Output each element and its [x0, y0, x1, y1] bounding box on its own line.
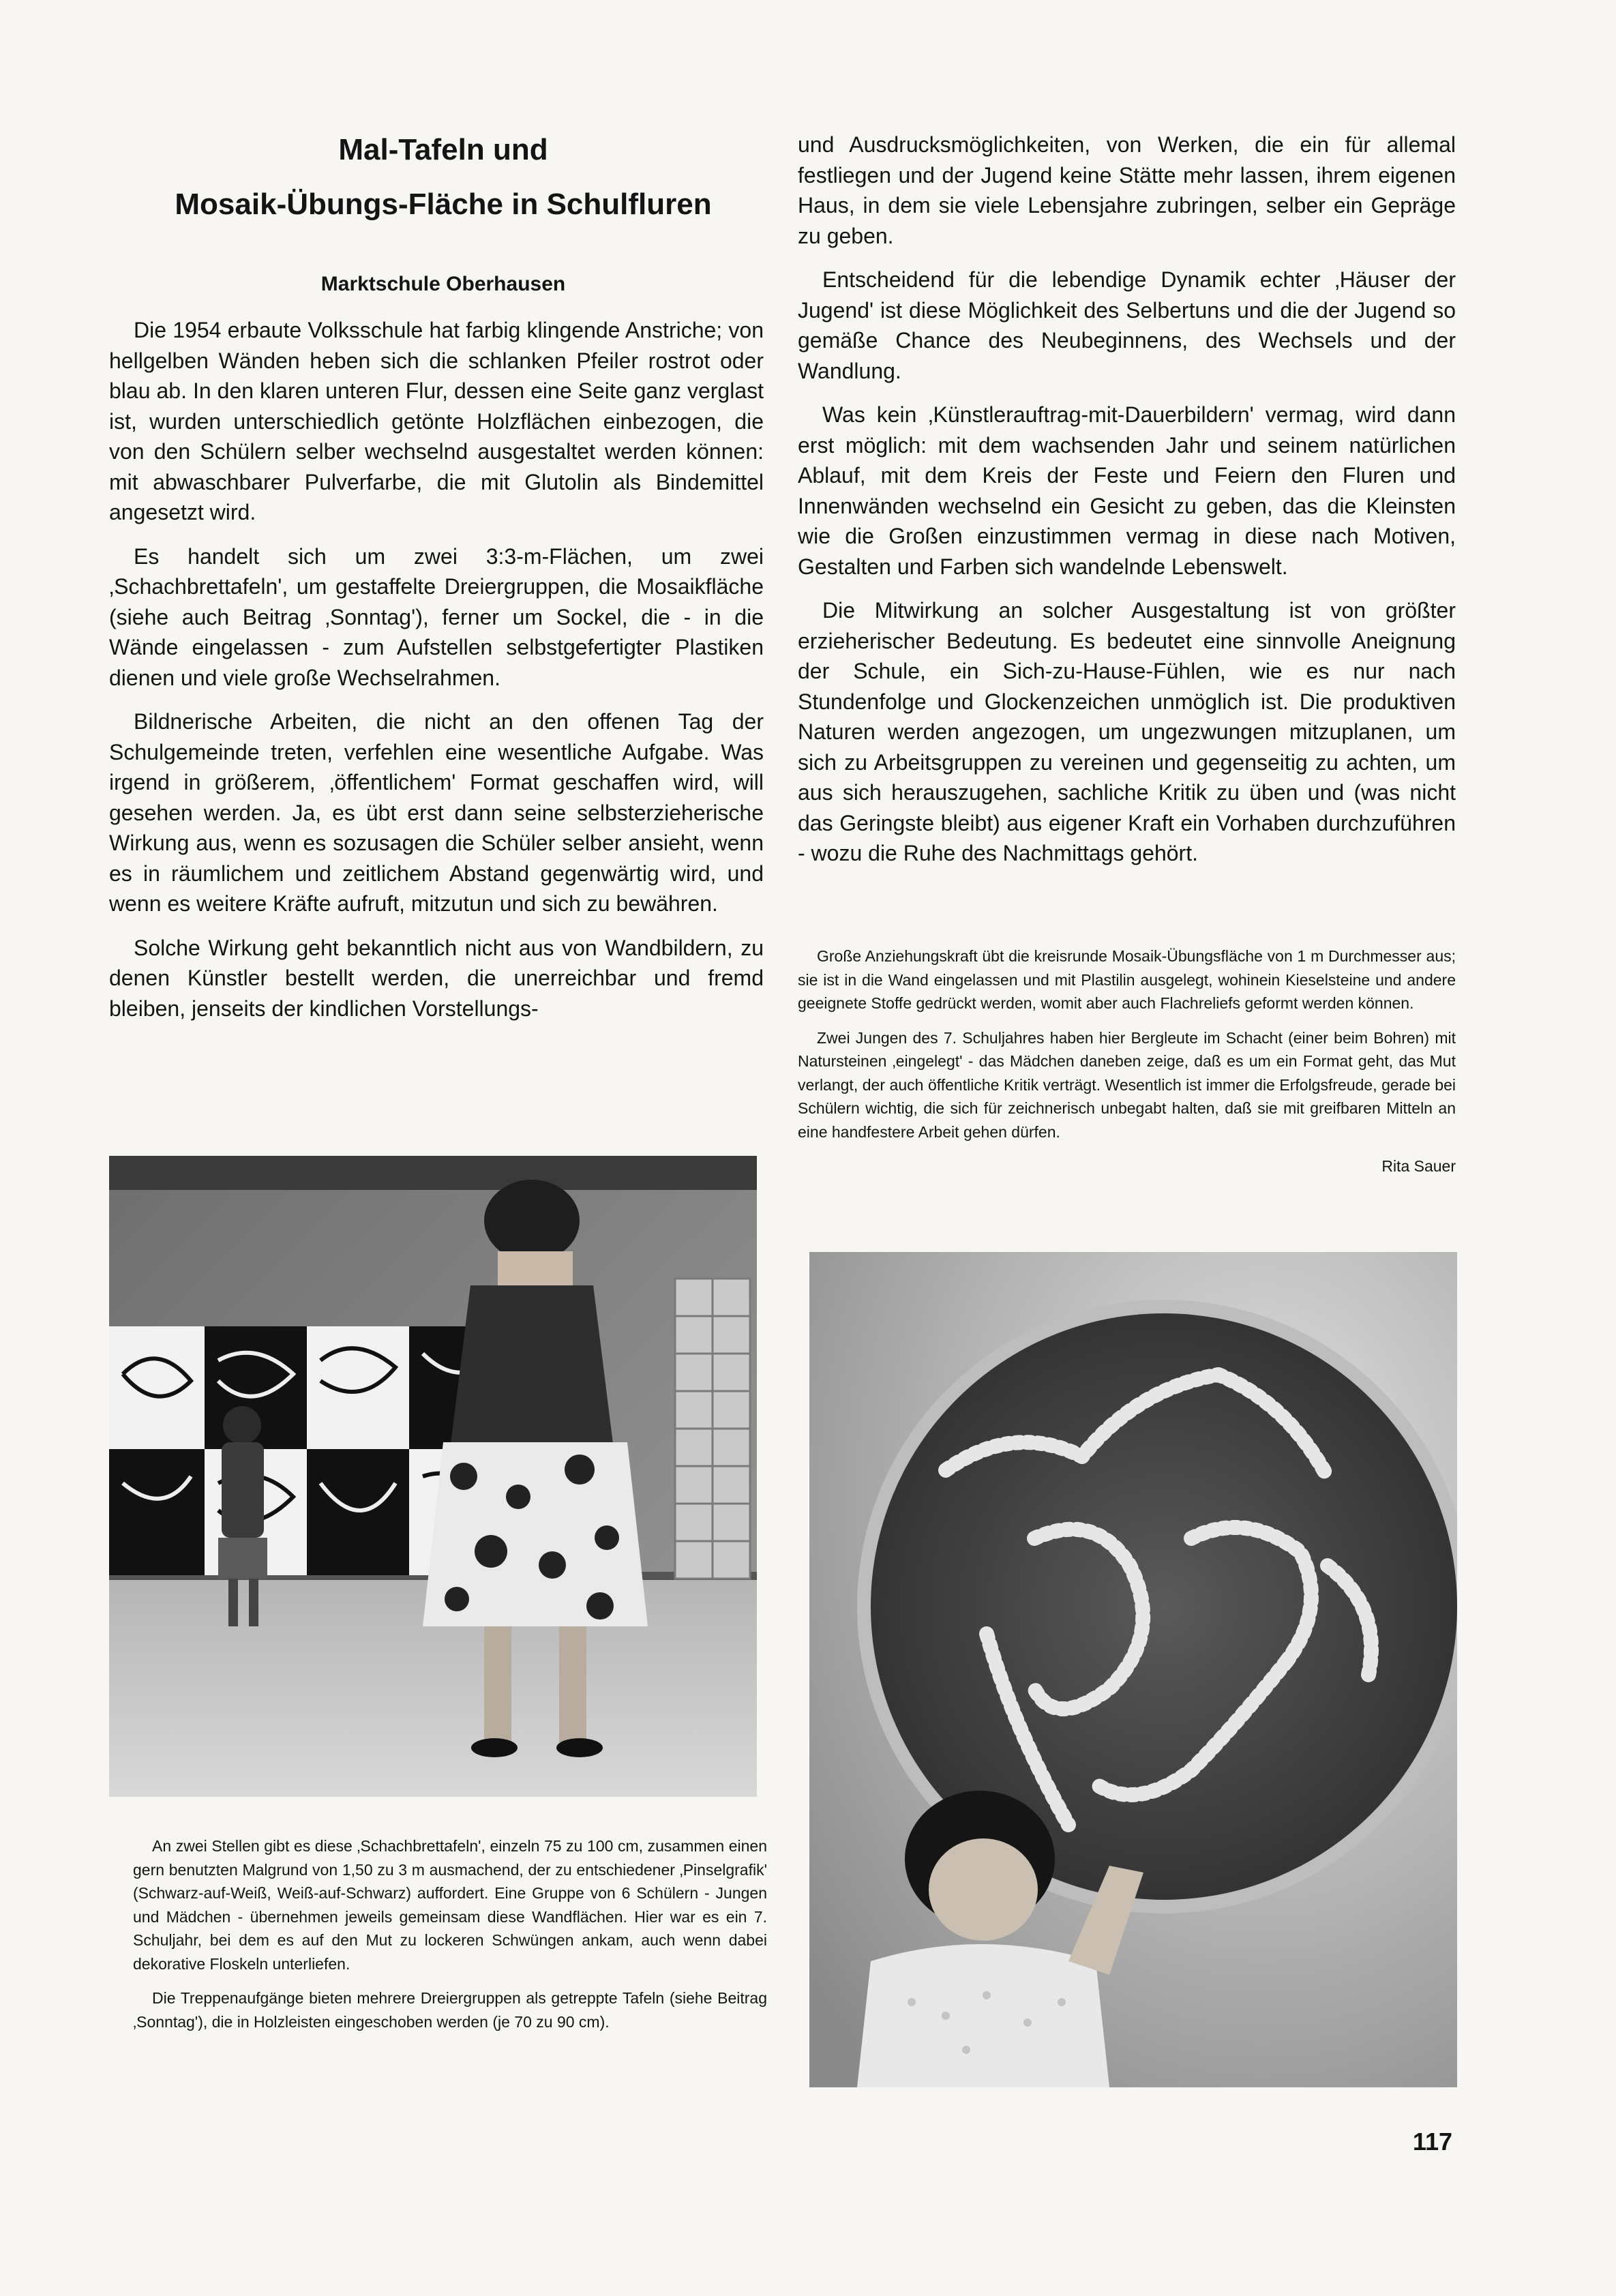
right-text-column: [798, 130, 1456, 882]
left-text-column: [109, 315, 764, 1037]
page-number: 117: [1412, 2128, 1452, 2156]
title-line-1: Mal-Tafeln und: [338, 133, 548, 166]
article-title: [109, 123, 777, 232]
chessboard-photo-illustration: [109, 1156, 757, 1797]
right-paragraph: Die Mitwirkung an solcher Ausgestaltung ist von größter erzieherischer Bedeutung. Es bedeutet eine sinnvolle Aneignung der Schule, ein Sich-zu-Hause-Fühlen, wie es nur nach Stundenfolge und Glockenzeichen unmöglich ist. Die produktiven Naturen werden angezogen, um ungezwungen mitzuplanen, um sich zu Arbeitsgruppen zu vereinen und gegenseitig zu achten, um aus sich herauszugehen, sachliche Kritik zu üben und (was nicht das Geringste bleibt) aus eigener Kraft ein Vorhaben durchzuführen - wozu die Ruhe des Nachmittags gehört.: [798, 598, 1456, 865]
left-paragraph: Solche Wirkung geht bekanntlich nicht aus von Wandbildern, zu denen Künstler bestellt werden, die unerreichbar und fremd bleiben, jenseits der kindlichen Vorstellungs-: [109, 935, 764, 1021]
caption-paragraph: Zwei Jungen des 7. Schuljahres haben hier Bergleute im Schacht (einer beim Bohren) mit Natursteinen ‚eingelegt' - das Mädchen daneben zeige, daß es um ein Format geht, das Mut verlangt, der auch öffentliche Kritik verträgt. Wesentlich ist immer die Erfolgsfreude, gerade bei Schülern wichtig, die sich für zeichnerisch unbegabt halten, daß sie mit greifbaren Mitteln an eine handfestere Arbeit gehen dürfen.: [798, 1028, 1456, 1141]
right-paragraph: Entscheidend für die lebendige Dynamik echter ‚Häuser der Jugend' ist diese Möglichkeit des Selbertuns und die der Jugend so gemäße Chance des Neubeginnens, des Wechsels und der Wandlung.: [798, 267, 1456, 383]
chessboard-caption: [133, 1834, 767, 2044]
right-paragraph: Was kein ‚Künstlerauftrag-mit-Dauerbildern' vermag, wird dann erst möglich: mit dem wachsenden Jahr und seinem natürlichen Ablauf, mit dem Kreis der Feste und Feiern den Fluren und Innenwänden wechselnd ein Gesicht zu geben, das die Kleinsten wie die Großen einzustimmen vermag in diese nach Motiven, Gestalten und Farben sich wandelnde Lebenswelt.: [798, 402, 1456, 579]
mosaic-circle-photo: [809, 1252, 1457, 2087]
article-subtitle: Marktschule Oberhausen: [320, 273, 566, 295]
left-paragraph: Bildnerische Arbeiten, die nicht an den offenen Tag der Schulgemeinde treten, verfehlen eine wesentliche Aufgabe. Was irgend in größerem, ‚öffentlichem' Format geschaffen wird, will gesehen werden. Ja, es übt erst dann seine selbsterzieherische Wirkung aus, wenn es sozusagen die Schüler selber ansieht, wenn es in räumlichem und zeitlichem Abstand gegenwärtig wird, und wenn es weitere Kräfte aufruft, mitzutun und sich zu bewähren.: [109, 709, 764, 916]
right-paragraph: und Ausdrucksmöglichkeiten, von Werken, die ein für allemal festliegen und der Jugend keine Stätte mehr lassen, ihrem eigenen Haus, in dem sie viele Lebensjahre zubringen, selber ein Gepräge zu geben.: [798, 132, 1456, 248]
chessboard-panels-photo: [109, 1156, 757, 1797]
caption-paragraph: Große Anziehungskraft übt die kreisrunde Mosaik-Übungsfläche von 1 m Durchmesser aus; sie ist in die Wand eingelassen und mit Plastilin ausgelegt, wohinein Kieselsteine und andere geeignete Stoffe gedrückt werden, womit aber auch Flachreliefs geformt werden können.: [798, 947, 1456, 1012]
caption-paragraph: An zwei Stellen gibt es diese ‚Schachbrettafeln', einzeln 75 zu 100 cm, zusammen einen gern benutzten Malgrund von 1,50 zu 3 m ausmachend, der zu entschiedener ‚Pinselgrafik' (Schwarz-auf-Weiß, Weiß-auf-Schwarz) auffordert. Eine Gruppe von 6 Schülern - Jungen und Mädchen - übernehmen jeweils gemeinsam diese Wandflächen. Hier war es ein 7. Schuljahr, bei dem es auf den Mut zu lockeren Schwüngen ankam, auch wenn dabei dekorative Floskeln unterliefen.: [133, 1837, 767, 1973]
caption-paragraph: Die Treppenaufgänge bieten mehrere Dreiergruppen als getreppte Tafeln (siehe Beitrag ‚Sonntag'), die in Holzleisten eingeschoben werden (je 70 zu 90 cm).: [133, 1989, 767, 2031]
mosaic-caption: [798, 944, 1456, 1178]
mosaic-photo-illustration: [809, 1252, 1457, 2087]
left-paragraph: Die 1954 erbaute Volksschule hat farbig klingende Anstriche; von hellgelben Wänden heben sich die schlanken Pfeiler rostrot oder blau ab. In den klaren unteren Flur, dessen eine Seite ganz verglast ist, wurden unterschiedlich getönte Holzflächen einbezogen, die von den Schülern selber wechselnd ausgestaltet werden können: mit abwaschbarer Pulverfarbe, die mit Glutolin als Bindemittel angesetzt wird.: [109, 318, 764, 524]
author-name: Rita Sauer: [1381, 1157, 1456, 1175]
title-line-2: Mosaik-Übungs-Fläche in Schulfluren: [175, 188, 712, 221]
left-paragraph: Es handelt sich um zwei 3:3-m-Flächen, um zwei ‚Schachbrettafeln', um gestaffelte Dreiergruppen, die Mosaikfläche (siehe auch Beitrag ‚Sonntag'), ferner um Sockel, die - in die Wände eingelassen - zum Aufstellen selbstgefertigter Plastiken dienen und viele große Wechselrahmen.: [109, 543, 764, 690]
